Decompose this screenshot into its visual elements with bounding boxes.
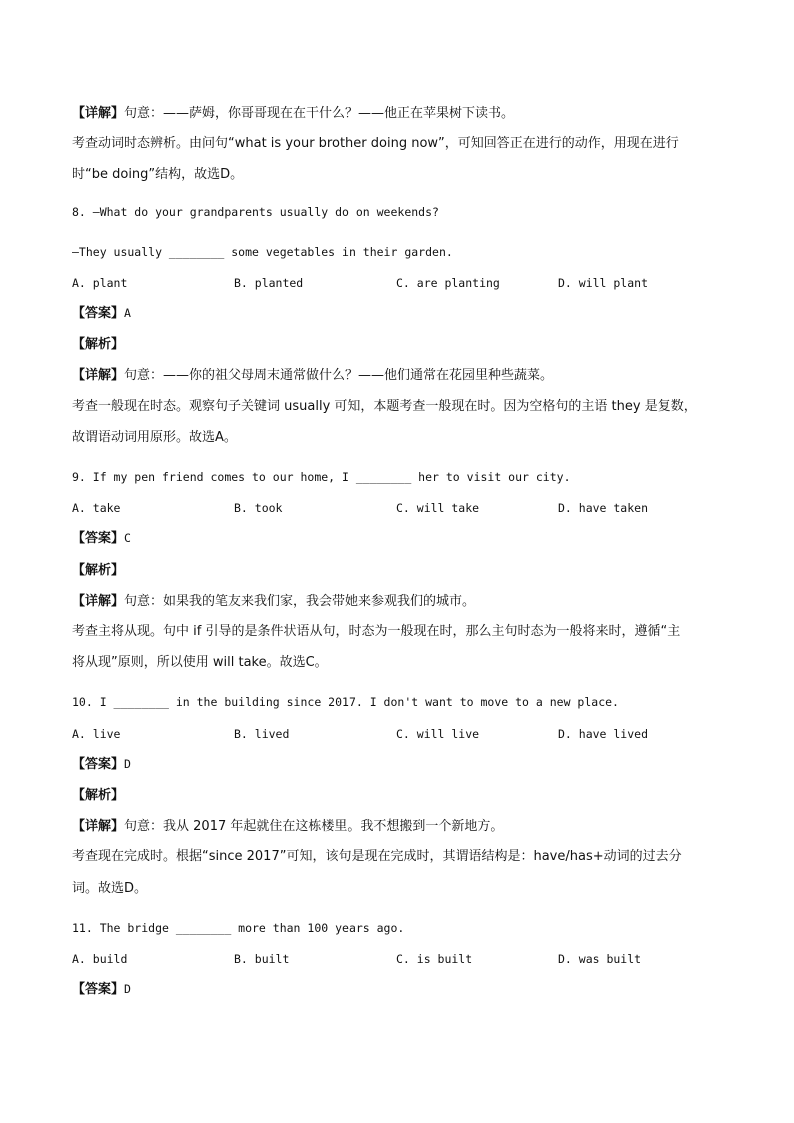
answer-tag: 【答案】 [72,982,125,997]
q9-option-d: D. have taken [558,501,649,515]
q8-detail [72,366,553,385]
q11-option-a: A. build [72,952,128,966]
q8-answer-value: A [124,306,131,320]
q8-option-b: B. planted [234,276,304,290]
q10-option-b: B. lived [234,727,290,741]
q8-stem-line1: 8. —What do your grandparents usually do on weekends? [72,205,439,219]
q7-detail [72,104,514,123]
q9-option-b: B. took [234,501,283,515]
q8-explain-line1: 考查一般现在时态。观察句子关键词 usually 可知，本题考查一般现在时。因为空格句的主语 they 是复数， [72,399,697,414]
q10-answer-value: D [124,757,131,771]
q8-option-a: A. plant [72,276,128,290]
q7-explain-line2: 时“be doing”结构，故选D。 [72,167,244,182]
analysis-tag: 【解析】 [72,563,125,578]
q10-option-a: A. live [72,727,121,741]
q10-stem-line1: 10. I ________ in the building since 2017. I don't want to move to a new place. [72,695,619,709]
detail-tag: 【详解】 [72,594,125,609]
answer-tag: 【答案】 [72,531,125,546]
q9-detail [72,592,475,611]
q11-option-b: B. built [234,952,290,966]
q9-option-c: C. will take [396,501,480,515]
q9-stem-line1: 9. If my pen friend comes to our home, I ________ her to visit our city. [72,470,571,484]
q10-detail [72,817,503,836]
q9-answer [72,529,131,548]
detail-tag: 【详解】 [72,819,125,834]
q7-explain-line1: 考查动词时态辨析。由问句“what is your brother doing now”，可知回答正在进行的动作，用现在进行 [72,136,679,151]
q9-explain-line2: 将从现”原则，所以使用 will take。故选C。 [72,655,328,670]
q9-answer-value: C [124,531,131,545]
q8-option-c: C. are planting [396,276,500,290]
q9-option-a: A. take [72,501,121,515]
q10-option-d: D. have lived [558,727,649,741]
q10-answer [72,755,131,774]
q10-detail-text: 句意：我从 2017 年起就住在这栋楼里。我不想搬到一个新地方。 [124,819,504,834]
answer-tag: 【答案】 [72,306,125,321]
q11-answer-value: D [124,982,131,996]
q8-explain-line2: 故谓语动词用原形。故选A。 [72,430,237,445]
q8-answer [72,304,131,323]
q10-explain-line1: 考查现在完成时。根据“since 2017”可知，该句是现在完成时，其谓语结构是：have/has+动词的过去分 [72,849,682,864]
q9-analysis [72,561,124,580]
q10-option-c: C. will live [396,727,480,741]
analysis-tag: 【解析】 [72,788,125,803]
answer-tag: 【答案】 [72,757,125,772]
q10-analysis [72,786,124,805]
q10-explain-line2: 词。故选D。 [72,881,148,896]
detail-tag: 【详解】 [72,368,125,383]
q8-stem-line2: —They usually ________ some vegetables in their garden. [72,245,453,259]
q9-explain-line1: 考查主将从现。句中 if 引导的是条件状语从句，时态为一般现在时，那么主句时态为一般将来时，遵循“主 [72,624,681,639]
q7-detail-text: 句意：——萨姆，你哥哥现在在干什么？——他正在苹果树下读书。 [124,106,515,121]
q11-stem-line1: 11. The bridge ________ more than 100 years ago. [72,921,405,935]
detail-tag: 【详解】 [72,106,125,121]
analysis-tag: 【解析】 [72,337,125,352]
q11-option-c: C. is built [396,952,473,966]
q8-analysis [72,335,124,354]
q11-option-d: D. was built [558,952,642,966]
q9-detail-text: 句意：如果我的笔友来我们家，我会带她来参观我们的城市。 [124,594,476,609]
q11-answer [72,980,131,999]
q8-detail-text: 句意：——你的祖父母周末通常做什么？——他们通常在花园里种些蔬菜。 [124,368,554,383]
q8-option-d: D. will plant [558,276,649,290]
